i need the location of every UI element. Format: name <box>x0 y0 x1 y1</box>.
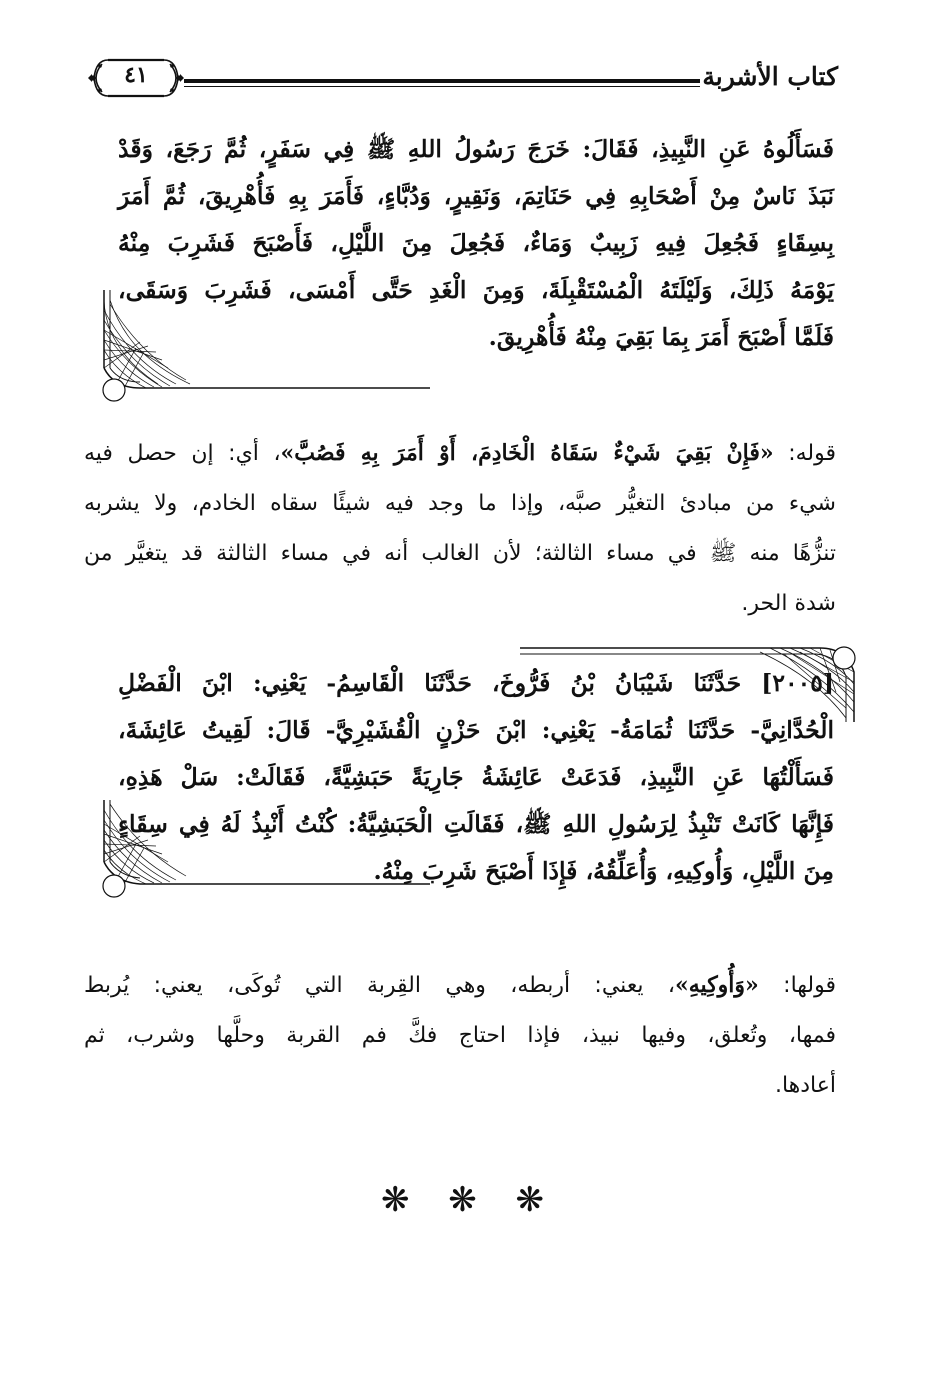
page-number-ornament <box>86 52 186 104</box>
commentary-2-line-1-rest: ، يعني: أربطه، وهي القِربة التي تُوكَى، يعني: يُربط <box>84 973 676 998</box>
header-rule-thin <box>184 86 700 87</box>
hadith-1-line-5: فَلَمَّا أَصْبَحَ أَمَرَ بِمَا بَقِيَ مِنْهُ فَأُهْرِيقَ. <box>488 323 834 351</box>
hadith-1-line-1: فَسَأَلُوهُ عَنِ النَّبِيذِ، فَقَالَ: خَرَجَ رَسُولُ اللهِ ﷺ فِي سَفَرٍ، ثُمَّ رَجَعَ، وَقَدْ <box>118 135 834 163</box>
commentary-1-line-4: شدة الحر. <box>741 591 836 616</box>
commentary-1-line-3: تنزُّهًا منه ﷺ في مساء الثالثة؛ لأن الغالب أنه في مساء الثالثة قد يتغيَّر من <box>84 541 836 566</box>
hadith-2-line-5: مِنَ اللَّيْلِ، وَأُوكِيهِ، وَأُعَلِّقُهُ، فَإِذَا أَصْبَحَ شَرِبَ مِنْهُ. <box>373 857 834 885</box>
hadith-2-line-3: فَسَأَلْتُهَا عَنِ النَّبِيذِ، فَدَعَتْ عَائِشَةُ جَارِيَةً حَبَشِيَّةً، فَقَالَتْ: سَلْ هَذِهِ، <box>118 763 834 791</box>
commentary-1-line-1 <box>84 428 836 479</box>
page-number: ٤١ <box>124 62 148 88</box>
header-rule-thick <box>184 79 700 83</box>
hadith-2-line-2: الْحُدَّانِيَّ- حَدَّثَنَا ثُمَامَةُ- يَعْنِي: ابْنَ حَزْنٍ الْقُشَيْرِيَّ- قَالَ: لَقِيتُ عَائِشَةَ، <box>118 716 834 744</box>
hadith-1-line-2: نَبَذَ نَاسٌ مِنْ أَصْحَابِهِ فِي حَنَاتِمَ، وَنَقِيرٍ، وَدُبَّاءٍ، فَأَمَرَ بِهِ فَأُهْرِيقَ، ثُمَّ أَمَرَ <box>118 182 834 210</box>
commentary-1-quote: «فَإِنْ بَقِيَ شَيْءٌ سَقَاهُ الْخَادِمَ، أَوْ أَمَرَ بِهِ فَصُبَّ» <box>280 440 774 466</box>
hadith-text-2 <box>118 660 834 895</box>
commentary-2-line-1 <box>84 960 836 1011</box>
commentary-1-lead: قوله: <box>773 441 836 466</box>
hadith-2-line-4: فَإِنَّهَا كَانَتْ تَنْبِذُ لِرَسُولِ اللهِ ﷺ، فَقَالَتِ الْحَبَشِيَّةُ: كُنْتُ أَنْبِذُ لَهُ فِي سِقَاءٍ <box>118 810 834 838</box>
section-divider-flowers-icon: ❋ ❋ ❋ <box>380 1180 559 1220</box>
commentary-1-line-1-rest: ، أي: إن حصل فيه <box>84 441 281 466</box>
commentary-2-lead: قولها: <box>758 973 836 998</box>
commentary-1-line-2: شيء من مبادئ التغيُّر صبَّه، وإذا ما وجد فيه شيئًا سقاه الخادم، ولا يشربه <box>84 491 836 516</box>
commentary-2 <box>84 960 836 1111</box>
commentary-2-quote: «وَأُوكِيهِ» <box>675 972 759 998</box>
page-header <box>86 52 838 104</box>
commentary-2-line-2: فمها، وتُعلق، وفيها نبيذ، فإذا احتاج فكَّ فم القربة وحلَّها وشرب، ثم <box>84 1023 836 1048</box>
book-title: كتاب الأشربة <box>702 62 838 91</box>
hadith-1-line-3: بِسِقَاءٍ فَجُعِلَ فِيهِ زَبِيبٌ وَمَاءٌ، فَجُعِلَ مِنَ اللَّيْلِ، فَأَصْبَحَ فَشَرِبَ مِنْهُ <box>118 229 834 257</box>
commentary-2-line-3: أعادها. <box>774 1073 836 1098</box>
hadith-1-line-4: يَوْمَهُ ذَلِكَ، وَلَيْلَتَهُ الْمُسْتَقْبِلَةَ، وَمِنَ الْغَدِ حَتَّى أَمْسَى، فَشَرِبَ وَسَقَى، <box>118 276 834 304</box>
hadith-2-line-1: [٢٠٠٥] حَدَّثَنَا شَيْبَانُ بْنُ فَرُّوخَ، حَدَّثَنَا الْقَاسِمُ- يَعْنِي: ابْنَ الْفَضْلِ <box>118 669 834 697</box>
hadith-text-1 <box>118 126 834 361</box>
commentary-1 <box>84 428 836 629</box>
